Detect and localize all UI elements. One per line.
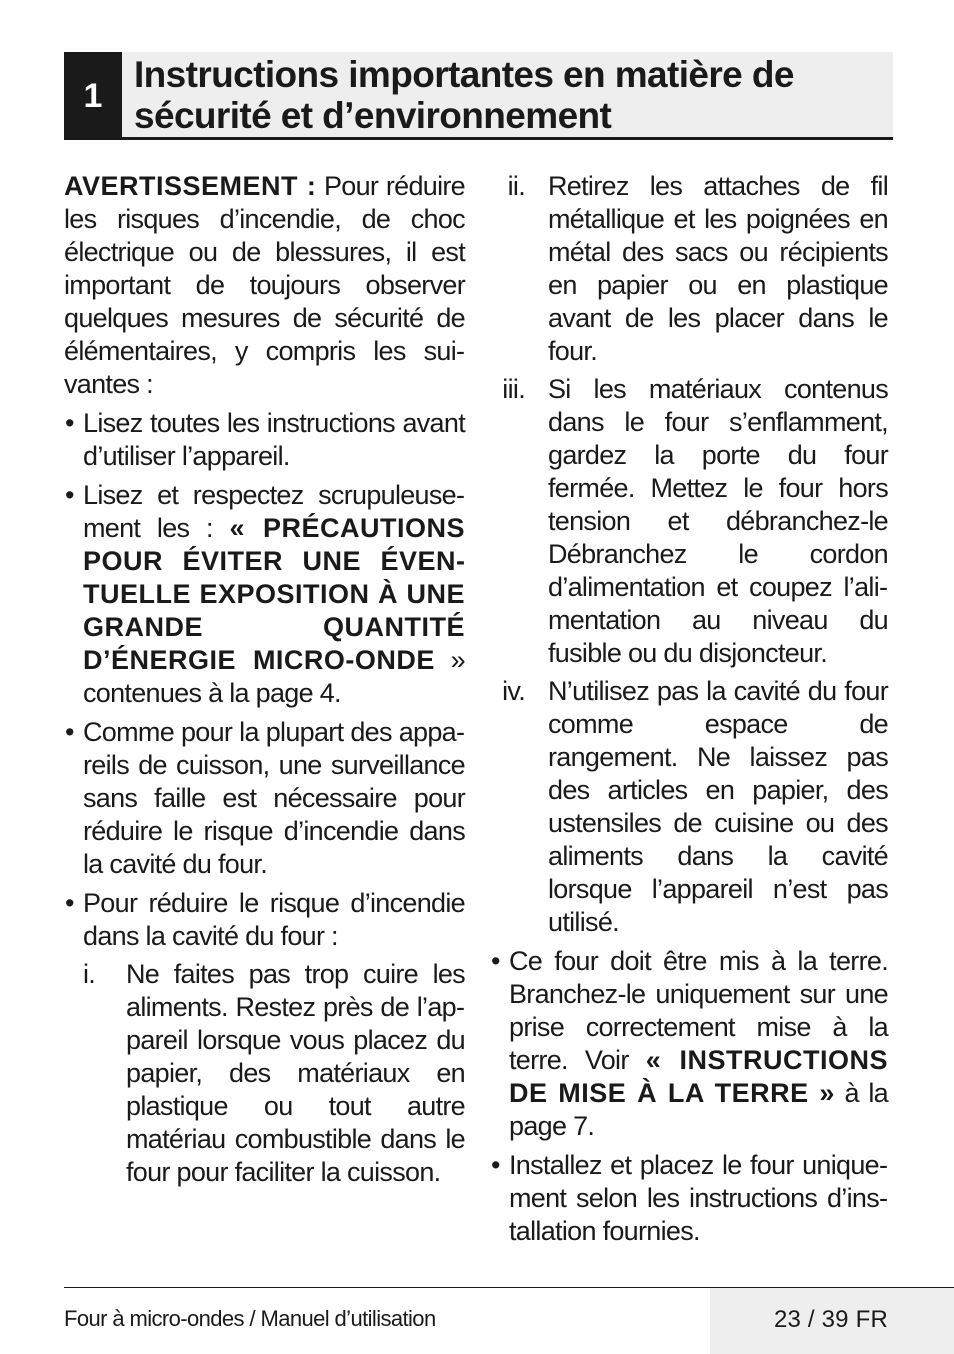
bullet-precautions bbox=[64, 479, 465, 710]
bullet-fire-risk bbox=[64, 887, 465, 1189]
bullet-text-suffix: à la page 7. bbox=[509, 1078, 888, 1141]
precautions-reference: « PRÉCAUTIONS POUR ÉVITER UNE ÉVENTUELLE EXPOSITION À UNE GRANDE QUANTITÉ D’ÉNERGIE MICRO-ONDE bbox=[83, 513, 465, 675]
bullet-text: Lisez et respectez scrupuleusement les : bbox=[83, 480, 465, 543]
warning-label: AVERTISSEMENT : bbox=[64, 171, 317, 201]
list-number: iii. bbox=[502, 374, 525, 404]
bullet-read-instructions bbox=[64, 407, 465, 473]
bullet-supervision bbox=[64, 716, 465, 881]
bullet-text-suffix: » contenues à la page 4. bbox=[83, 645, 465, 708]
left-column bbox=[64, 170, 465, 1189]
footer-page-number: 23 / 39 FR bbox=[773, 1306, 888, 1333]
list-item-text: N’utilisez pas la cavité du four comme espace de rangement. Ne laissez pas des articles en papier, des ustensiles de cuisine ou des aliments dans la cavité lorsque l’appareil n’est pas utilisé. bbox=[548, 676, 888, 937]
bullet-text: Installez et placez le four uniquement selon les instructions d’installation fournies. bbox=[509, 1150, 888, 1246]
list-number: iv. bbox=[502, 676, 525, 706]
list-item-iii bbox=[490, 373, 888, 670]
list-number: i. bbox=[83, 959, 96, 989]
bullet-text: Comme pour la plupart des appareils de cuisson, une surveillance sans faille est nécessaire pour réduire le risque d’incendie dans la cavité du four. bbox=[83, 717, 465, 879]
list-item-text: Si les matériaux contenus dans le four s’enflamment, gardez la porte du four fermée. Mettez le four hors tension et débranchez-le Débranchez le cordon d’alimentation et coupez l’alimentation au niveau du fusible ou du disjoncteur. bbox=[548, 374, 888, 668]
bullet-text: Lisez toutes les instructions avant d’utiliser l’appareil. bbox=[83, 408, 465, 471]
list-number: ii. bbox=[507, 171, 525, 201]
warning-text: Pour réduire les risques d’incendie, de choc électrique ou de blessures, il est important de toujours observer quelques mesures de sécurité de élémentaires, y compris les suivantes : bbox=[64, 171, 465, 399]
right-column bbox=[490, 170, 888, 1248]
bullet-grounding bbox=[490, 945, 888, 1143]
list-item-text: Ne faites pas trop cuire les aliments. Restez près de l’appareil lorsque vous placez du papier, des matériaux en plastique ou tout autre matériau combustible dans le four pour faciliter la cuisson. bbox=[126, 959, 465, 1187]
bullet-installation bbox=[490, 1149, 888, 1248]
bullet-text: Ce four doit être mis à la terre. Branchez-le uniquement sur une prise correctement mise à la terre. Voir bbox=[509, 946, 888, 1075]
grounding-reference: « INSTRUCTIONS DE MISE À LA TERRE » bbox=[509, 1045, 888, 1108]
list-item-text: Retirez les attaches de fil métallique et les poignées en métal des sacs ou récipients en papier ou en plastique avant de les placer dans le four. bbox=[548, 171, 888, 366]
chapter-title: Instructions importantes en matière de sécurité et d’environnement bbox=[134, 54, 794, 136]
warning-paragraph bbox=[64, 170, 465, 401]
chapter-number: 1 bbox=[64, 52, 122, 140]
list-item-iv bbox=[490, 675, 888, 939]
bullet-text: Pour réduire le risque d’incendie dans la cavité du four : bbox=[83, 888, 465, 951]
chapter-header bbox=[64, 52, 893, 140]
list-item-i bbox=[83, 958, 465, 1189]
footer-manual-title: Four à micro-ondes / Manuel d’utilisation bbox=[64, 1306, 436, 1331]
list-item-ii bbox=[490, 170, 888, 368]
